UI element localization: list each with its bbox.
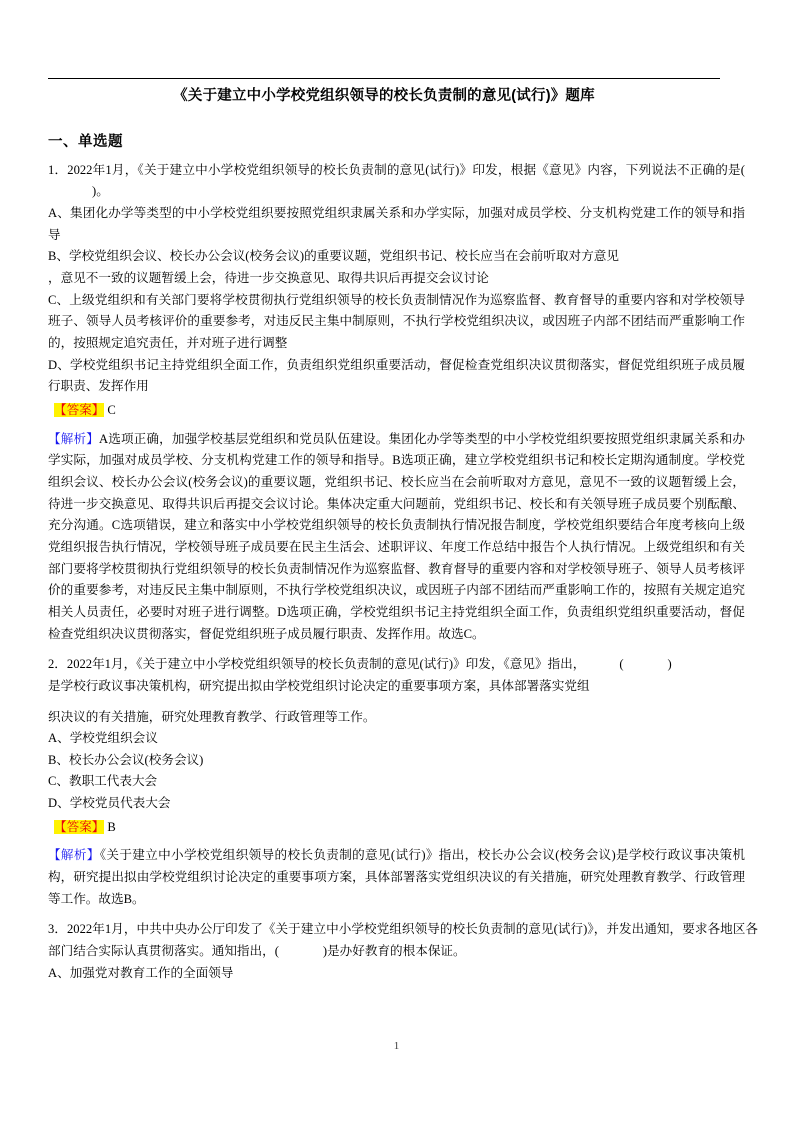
question-1-answer-value: C: [107, 402, 116, 417]
question-3-stem-text: 3．2022年1月，中共中央办公厅印发了《关于建立中小学校党组织领导的校长负责制的意见(试行)》，并发出通知，要求各地区各部门结合实际认真贯彻落实。通知指出，(: [48, 922, 758, 959]
question-2-stem-line2: 是学校行政议事决策机构，研究提出拟由学校党组织讨论决定的重要事项方案，具体部署落实党组: [48, 678, 590, 693]
question-2-option-b: B、校长办公会议(校务会议): [48, 752, 204, 767]
question-2-option-a: A、学校党组织会议: [48, 731, 158, 746]
question-2-answer-value: B: [107, 819, 116, 834]
question-1-stem: [48, 160, 745, 203]
answer-tag: 【答案】: [54, 402, 105, 417]
question-1-option-b: B、学校党组织会议、校长办公会议(校务会议)的重要议题，党组织书记、校长应当在会前听取对方意见: [48, 249, 619, 264]
page-title: 《关于建立中小学校党组织领导的校长负责制的意见(试行)》题库: [173, 88, 595, 104]
question-2-blank-close: ): [667, 657, 672, 672]
question-2-option-d: D、学校党员代表大会: [48, 796, 171, 811]
analysis-tag: 【解析】: [48, 431, 99, 446]
question-1-answer: [54, 400, 745, 422]
question-2-answer: [54, 817, 745, 839]
question-2-stem-line3: 织决议的有关措施，研究处理教育教学、行政管理等工作。: [48, 709, 376, 724]
question-1: [48, 160, 745, 645]
question-2-stem-text: 2．2022年1月，《关于建立中小学校党组织领导的校长负责制的意见(试行)》印发，《意见》指出，: [48, 657, 586, 672]
section-heading-single-choice: 一、单选题: [48, 133, 123, 150]
question-2-blank-open: (: [619, 657, 624, 672]
question-3: [48, 919, 758, 984]
question-1-analysis-text: A选项正确，加强学校基层党组织和党员队伍建设。集团化办学等类型的中小学校党组织要按照党组织隶属关系和办学实际，加强对成员学校、分支机构党建工作的领导和指导。B选项正确，建立学校党组织书记和校长定期沟通制度。学校党组织会议、校长办公会议(校务会议)的重要议题，党组织书记、校长应当在会前听取对方意见，意见不一致的议题暂缓上会，待进一步交换意见、取得共识后再提交会议讨论。集体决定重大问题前，党组织书记、校长和有关领导班子成员要个别酝酿、充分沟通。C选项错误，建立和落实中小学校党组织领导的校长负责制执行情况报告制度，学校党组织要结合年度考核向上级党组织报告执行情况，学校领导班子成员要在民主生活会、述职评议、年度工作总结中报告个人执行情况。上级党组织和有关部门要将学校贯彻执行党组织领导的校长负责制情况作为巡察监督、教育督导的重要内容和对学校领导班子、领导人员考核评价的重要参考，对违反民主集中制原则，不执行学校党组织决议，或因班子内部不团结而严重影响工作的，按照有关规定追究相关人员责任，必要时对班子进行调整。D选项正确，学校党组织书记主持党组织全面工作，负责组织党组织重要活动，督促检查党组织决议贯彻落实，督促党组织班子成员履行职责、发挥作用。故选C。: [48, 431, 745, 641]
question-3-stem-tail: )是办好教育的根本保证。: [322, 944, 466, 959]
question-2: [48, 654, 745, 910]
question-1-stem-tail: )。: [92, 184, 109, 199]
question-1-option-a: A、集团化办学等类型的中小学校党组织要按照党组织隶属关系和办学实际，加强对成员学校、分支机构党建工作的领导和指导: [48, 206, 745, 242]
question-2-analysis: [48, 845, 745, 910]
analysis-tag: 【解析】: [48, 848, 100, 863]
question-2-stem-line1: [48, 654, 758, 676]
page-number: 1: [393, 1040, 400, 1052]
question-1-option-d: D、学校党组织书记主持党组织全面工作，负责组织党组织重要活动，督促检查党组织决议贯彻落实，督促党组织班子成员履行职责、发挥作用: [48, 357, 745, 394]
question-1-option-c: C、上级党组织和有关部门要将学校贯彻执行党组织领导的校长负责制情况作为巡察监督、教育督导的重要内容和对学校领导班子、领导人员考核评价的重要参考，对违反民主集中制原则，不执行学校党组织决议，或因班子内部不团结而严重影响工作的，按照规定追究责任，并对班子进行调整: [48, 292, 745, 350]
question-1-analysis: [48, 429, 745, 646]
question-1-stem-text: 1．2022年1月，《关于建立中小学校党组织领导的校长负责制的意见(试行)》印发，根据《意见》内容，下列说法不正确的是(: [48, 162, 745, 177]
document-content: [48, 78, 758, 984]
question-1-option-b-cont: ，意见不一致的议题暂缓上会，待进一步交换意见、取得共识后再提交会议讨论: [48, 271, 489, 286]
question-2-option-c: C、教职工代表大会: [48, 774, 158, 789]
question-2-analysis-text: 《关于建立中小学校党组织领导的校长负责制的意见(试行)》指出，校长办公会议(校务会议)是学校行政议事决策机构，研究提出拟由学校党组织讨论决定的重要事项方案，具体部署落实党组织决议的有关措施，研究处理教育教学、行政管理等工作。故选B。: [48, 848, 746, 906]
answer-tag: 【答案】: [54, 819, 105, 834]
question-3-option-a: A、加强党对教育工作的全面领导: [48, 965, 234, 980]
question-3-stem: [48, 919, 758, 962]
header-divider: [48, 78, 720, 79]
